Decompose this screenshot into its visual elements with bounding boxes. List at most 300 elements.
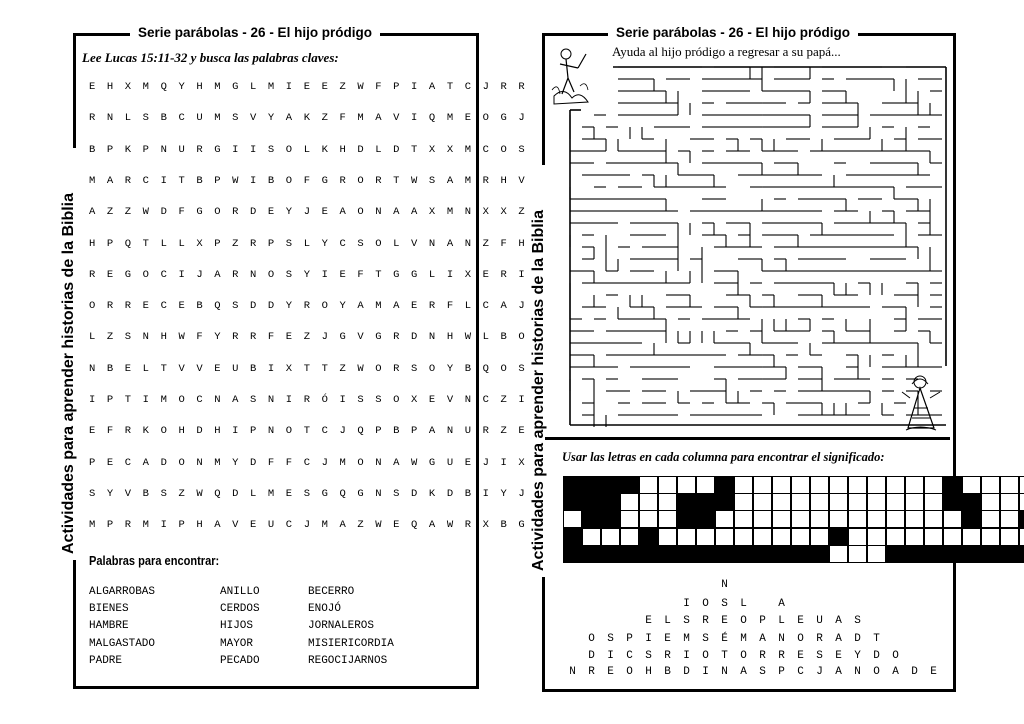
word-search-letter: R (124, 519, 132, 532)
divider-line (545, 437, 950, 440)
word-search-letter: O (178, 394, 185, 406)
puzzle-cell (962, 493, 981, 511)
word-search-letter: R (250, 331, 257, 344)
word-search-letter: C (321, 425, 328, 438)
word-search-letter: R (500, 268, 507, 281)
word-search-letter: L (303, 237, 310, 250)
word-search-letter: D (250, 300, 257, 313)
letter: E (797, 650, 804, 662)
word-search-letter: F (196, 331, 203, 344)
puzzle-cell (772, 528, 791, 546)
puzzle-cell (848, 476, 867, 494)
word-search-letter: M (89, 519, 96, 532)
word-search-letter: A (214, 519, 221, 532)
word-search-letter: N (464, 237, 472, 250)
word-search-letter: V (178, 362, 185, 375)
word-search-letter: Y (321, 237, 328, 250)
word-search-letter: C (482, 143, 489, 156)
word-search-letter: Y (106, 487, 114, 500)
word-list-item: ALGARROBAS (89, 586, 156, 598)
puzzle-cell (867, 545, 886, 563)
puzzle-cell (981, 545, 1000, 563)
puzzle-cell (658, 476, 677, 494)
puzzle-cell (829, 510, 848, 528)
puzzle-cell (1000, 545, 1019, 563)
puzzle-cell (715, 545, 734, 563)
word-search-letter: Z (357, 519, 364, 532)
word-search-letter: L (375, 143, 382, 156)
word-search-letter: O (285, 143, 293, 156)
puzzle-cell (924, 476, 943, 494)
word-search-letter: I (411, 112, 418, 125)
word-search-letter: F (267, 456, 275, 469)
puzzle-cell (582, 528, 601, 546)
puzzle-cell (867, 510, 886, 528)
letter: I (702, 666, 709, 678)
word-search-letter: R (428, 300, 436, 313)
word-search-letter: F (500, 237, 507, 250)
puzzle-cell (677, 510, 696, 528)
puzzle-cell (734, 510, 753, 528)
word-search-letter: Y (178, 81, 185, 93)
word-list-item: BECERRO (308, 586, 355, 598)
word-search-letter: H (446, 331, 454, 344)
word-search-letter: A (393, 456, 400, 469)
letter: C (797, 666, 804, 678)
word-search-letter: B (464, 487, 472, 500)
puzzle-cell (715, 493, 734, 511)
puzzle-cell (981, 493, 1000, 511)
puzzle-cell (1019, 528, 1024, 546)
puzzle-cell (772, 545, 791, 563)
word-search-letter: C (142, 174, 149, 187)
puzzle-cell (886, 493, 905, 511)
word-search-letter: V (411, 237, 418, 250)
word-search-letter: C (160, 300, 167, 313)
word-search-letter: I (232, 143, 239, 156)
word-search-letter: L (250, 81, 257, 93)
letter: D (588, 650, 595, 662)
word-search-letter: A (446, 174, 454, 187)
word-search-letter: K (142, 425, 149, 438)
word-search-letter: J (518, 112, 525, 125)
word-list-item: HIJOS (220, 620, 254, 633)
word-search-letter: W (411, 456, 418, 469)
letter: P (626, 633, 633, 645)
word-search-letter: X (446, 143, 454, 156)
puzzle-cell (696, 545, 715, 563)
word-search-letter: N (464, 394, 472, 406)
word-search-letter: F (285, 456, 293, 469)
word-search-letter: O (393, 394, 400, 406)
puzzle-cell (981, 528, 1000, 546)
puzzle-cell (981, 510, 1000, 528)
puzzle-cell (1000, 493, 1019, 511)
word-search-letter: Y (285, 300, 293, 313)
word-search-letter: I (285, 394, 293, 406)
puzzle-cell (905, 545, 924, 563)
word-search-letter: N (160, 143, 167, 156)
word-search-letter: N (375, 487, 382, 500)
letter: P (778, 666, 785, 678)
word-search-letter: T (321, 362, 328, 375)
word-search-letter: B (500, 331, 507, 344)
word-search-letter: M (446, 206, 454, 219)
word-search-letter: G (357, 487, 364, 500)
letter: O (892, 650, 899, 662)
puzzle-cell (905, 493, 924, 511)
word-search-letter: B (464, 362, 472, 375)
puzzle-cell (848, 493, 867, 511)
word-search-letter: G (411, 268, 418, 281)
puzzle-cell (582, 545, 601, 563)
letter: Y (854, 650, 861, 662)
word-search-letter: H (196, 519, 203, 532)
word-search-letter: Q (482, 362, 489, 375)
word-search-letter: P (250, 425, 257, 438)
word-search-letter: X (428, 206, 436, 219)
word-search-letter: V (124, 487, 132, 500)
puzzle-cell (715, 510, 734, 528)
word-search-letter: C (464, 81, 472, 93)
puzzle-cell (848, 510, 867, 528)
word-search-letter: O (500, 362, 507, 375)
letter: T (721, 650, 728, 662)
word-search-letter: O (357, 174, 364, 187)
word-search-letter: R (303, 300, 310, 313)
word-search-letter: P (106, 519, 114, 532)
word-search-letter: W (375, 519, 382, 532)
puzzle-cell (791, 528, 810, 546)
word-search-letter: Z (321, 112, 328, 125)
puzzle-cell (867, 528, 886, 546)
puzzle-cell (601, 528, 620, 546)
letter: A (835, 666, 842, 678)
word-search-letter: Y (339, 300, 346, 313)
word-search-letter: T (160, 362, 167, 375)
puzzle-cell (810, 545, 829, 563)
word-search-letter: N (375, 456, 382, 469)
word-search-letter: E (124, 362, 132, 375)
word-search-letter: M (160, 394, 167, 406)
word-list-item: MAYOR (220, 637, 254, 650)
word-search-letter: M (89, 174, 96, 187)
word-search-letter: I (160, 174, 167, 187)
puzzle-cell (620, 493, 639, 511)
word-search-letter: J (518, 487, 525, 500)
letter: N (569, 666, 576, 678)
puzzle-cell (848, 528, 867, 546)
puzzle-cell (829, 545, 848, 563)
letter: O (873, 666, 880, 678)
puzzle-cell (905, 510, 924, 528)
puzzle-instruction: Usar las letras en cada columna para encontrar el significado: (562, 450, 885, 464)
letter: A (759, 633, 766, 645)
word-search-letter: U (178, 143, 185, 156)
word-search-letter: W (178, 331, 185, 344)
puzzle-cell (1000, 528, 1019, 546)
word-search-letter: G (321, 487, 328, 500)
word-search-letter: G (232, 81, 239, 93)
letter: A (740, 666, 747, 678)
word-search-letter: H (196, 81, 203, 93)
letter: I (645, 633, 652, 645)
puzzle-cell (1019, 476, 1024, 494)
word-search-letter: X (518, 456, 525, 469)
word-search-letter: F (446, 300, 454, 313)
word-search-letter: P (89, 456, 96, 469)
letter: O (626, 666, 633, 678)
letter: A (835, 615, 842, 627)
word-search-letter: C (303, 456, 310, 469)
right-page-title: Serie parábolas - 26 - El hijo pródigo (608, 25, 858, 40)
word-search-letter: I (339, 394, 346, 406)
letter: E (721, 615, 728, 627)
word-search-letter: P (178, 519, 185, 532)
word-search-letter: Q (214, 300, 221, 313)
puzzle-cell (563, 476, 582, 494)
words-title: Palabras para encontrar: (89, 553, 220, 568)
word-search-letter: O (267, 268, 275, 281)
letter: L (740, 598, 747, 610)
left-side-title: Actividades para aprender historias de la Biblia (60, 148, 78, 560)
letter: A (892, 666, 899, 678)
puzzle-cell (620, 545, 639, 563)
word-search-letter: S (232, 112, 239, 125)
word-search-letter: O (357, 456, 364, 469)
word-search-letter: X (285, 362, 293, 375)
word-search-letter: Q (411, 519, 418, 532)
word-search-letter: T (303, 362, 310, 375)
word-search-letter: J (303, 206, 310, 219)
word-search-letter: J (518, 300, 525, 313)
word-search-letter: T (303, 425, 310, 438)
word-search-letter: L (428, 268, 436, 281)
word-search-letter: J (196, 268, 203, 281)
puzzle-cell (696, 510, 715, 528)
word-search-letter: R (303, 394, 310, 406)
word-search-letter: V (196, 362, 203, 375)
word-search-letter: G (339, 331, 346, 344)
word-search-letter: E (464, 456, 472, 469)
word-search-letter: V (250, 112, 257, 125)
word-search-letter: P (214, 174, 221, 187)
word-search-letter: U (446, 456, 454, 469)
puzzle-cell (924, 493, 943, 511)
word-list-item: BIENES (89, 603, 129, 616)
word-search-letter: D (250, 206, 257, 219)
word-search-letter: E (89, 81, 96, 93)
word-search-letter: A (428, 425, 436, 438)
word-search-letter: L (393, 237, 400, 250)
word-search-letter: K (303, 112, 310, 125)
word-search-letter: G (500, 112, 507, 125)
word-search-letter: R (500, 81, 507, 93)
word-search-letter: A (393, 206, 400, 219)
letter: N (778, 633, 785, 645)
word-search-letter: G (428, 456, 436, 469)
word-search-letter: D (160, 456, 167, 469)
word-search-letter: O (428, 362, 436, 375)
word-search-letter: X (464, 268, 472, 281)
word-search-letter: M (214, 112, 221, 125)
puzzle-cell (696, 476, 715, 494)
letter: L (778, 615, 785, 627)
word-search-letter: Y (446, 362, 454, 375)
puzzle-cell (791, 493, 810, 511)
word-search-letter: N (428, 237, 436, 250)
word-search-letter: R (339, 174, 346, 187)
word-search-letter: D (267, 300, 275, 313)
word-search-letter: G (321, 174, 328, 187)
word-search-letter: E (267, 206, 275, 219)
word-search-letter: A (446, 237, 454, 250)
puzzle-cell (810, 510, 829, 528)
word-search-letter: O (285, 425, 293, 438)
letter: C (626, 650, 633, 662)
letter: O (588, 633, 595, 645)
word-list-item: JORNALEROS (308, 620, 375, 633)
letter: I (607, 650, 614, 662)
word-search-letter: T (142, 237, 149, 250)
puzzle-cell (772, 476, 791, 494)
word-search-letter: S (285, 237, 293, 250)
puzzle-cell (962, 510, 981, 528)
word-search-letter: A (428, 81, 436, 93)
word-search-letter: I (160, 519, 167, 532)
word-search-letter: E (411, 300, 418, 313)
word-search-letter: A (89, 206, 96, 219)
word-search-letter: E (106, 268, 114, 281)
word-search-letter: S (267, 143, 275, 156)
letter: S (683, 615, 690, 627)
word-search-letter: R (232, 331, 239, 344)
word-search-letter: L (303, 143, 310, 156)
word-search-letter: N (89, 362, 96, 375)
word-search-letter: J (321, 331, 328, 344)
father-illustration (898, 372, 944, 434)
word-search-letter: Z (106, 206, 114, 219)
word-search-letter: E (321, 81, 328, 93)
word-search-letter: B (196, 174, 203, 187)
puzzle-cell (848, 545, 867, 563)
puzzle-cell (601, 545, 620, 563)
word-list-item: ENOJÓ (308, 603, 342, 616)
word-search-letter: A (357, 300, 364, 313)
word-search-letter: R (232, 268, 239, 281)
word-search-letter: Z (500, 425, 507, 438)
letter: I (683, 650, 690, 662)
puzzle-cell (639, 493, 658, 511)
word-search-letter: M (375, 300, 382, 313)
puzzle-cell (867, 476, 886, 494)
word-search-letter: A (106, 174, 114, 187)
word-search-letter: G (196, 206, 203, 219)
word-search-letter: F (357, 268, 364, 281)
word-search-letter: S (124, 331, 132, 344)
word-search-letter: B (500, 519, 507, 532)
word-search-letter: O (357, 206, 364, 219)
word-search-letter: S (232, 300, 239, 313)
word-search-letter: Z (124, 206, 132, 219)
word-search-letter: W (357, 362, 364, 375)
word-search-letter: S (285, 268, 293, 281)
word-search-letter: S (428, 174, 436, 187)
word-search-letter: H (339, 143, 346, 156)
word-search-letter: A (214, 268, 221, 281)
word-search-letter: L (250, 487, 257, 500)
word-search-letter: I (446, 268, 454, 281)
letter: R (588, 666, 595, 678)
word-search-letter: V (232, 519, 239, 532)
puzzle-cell (810, 476, 829, 494)
puzzle-cell (962, 528, 981, 546)
puzzle-cell (582, 493, 601, 511)
word-search-letter: Y (267, 112, 275, 125)
word-search-letter: I (321, 268, 328, 281)
puzzle-cell (962, 476, 981, 494)
word-search-letter: R (482, 174, 489, 187)
word-search-letter: T (124, 394, 132, 406)
word-search-letter: C (285, 519, 293, 532)
letter: R (759, 650, 766, 662)
word-search-letter: O (500, 143, 507, 156)
word-search-letter: F (267, 331, 275, 344)
puzzle-dot: . (760, 541, 764, 556)
puzzle-cell (696, 493, 715, 511)
word-search-letter: E (89, 425, 96, 438)
word-search-letter: M (357, 112, 364, 125)
word-search-letter: S (518, 362, 525, 375)
puzzle-cell (753, 493, 772, 511)
word-search-letter: I (411, 81, 418, 93)
word-search-letter: D (196, 425, 203, 438)
word-list-item: MALGASTADO (89, 637, 156, 650)
word-search-letter: X (428, 143, 436, 156)
word-search-letter: A (393, 300, 400, 313)
puzzle-cell (563, 510, 582, 528)
puzzle-cell (791, 545, 810, 563)
word-search-letter: Y (214, 331, 221, 344)
letter: S (702, 633, 709, 645)
puzzle-cell (639, 476, 658, 494)
word-search-letter: W (196, 487, 203, 500)
word-search-letter: L (178, 237, 185, 250)
word-search-letter: G (375, 331, 382, 344)
word-search-letter: A (411, 206, 418, 219)
right-side-title: Actividades para aprender historias de la Biblia (530, 165, 548, 577)
letter: L (664, 615, 671, 627)
puzzle-cell (886, 528, 905, 546)
word-search-letter: E (464, 112, 472, 125)
word-search-letter: I (250, 174, 257, 187)
word-search-letter: L (142, 362, 149, 375)
word-search-letter: N (446, 425, 454, 438)
word-search-letter: I (500, 456, 507, 469)
word-search-letter: E (339, 268, 346, 281)
puzzle-cell (810, 528, 829, 546)
word-search-letter: E (303, 81, 310, 93)
puzzle-cell (715, 528, 734, 546)
letter: N (721, 579, 728, 591)
word-search-letter: G (518, 519, 525, 532)
word-search-letter: O (375, 237, 382, 250)
word-search-letter: E (285, 487, 293, 500)
word-search-letter: P (106, 394, 114, 406)
letter: R (664, 650, 671, 662)
puzzle-cell (601, 493, 620, 511)
word-search-letter: D (160, 206, 167, 219)
